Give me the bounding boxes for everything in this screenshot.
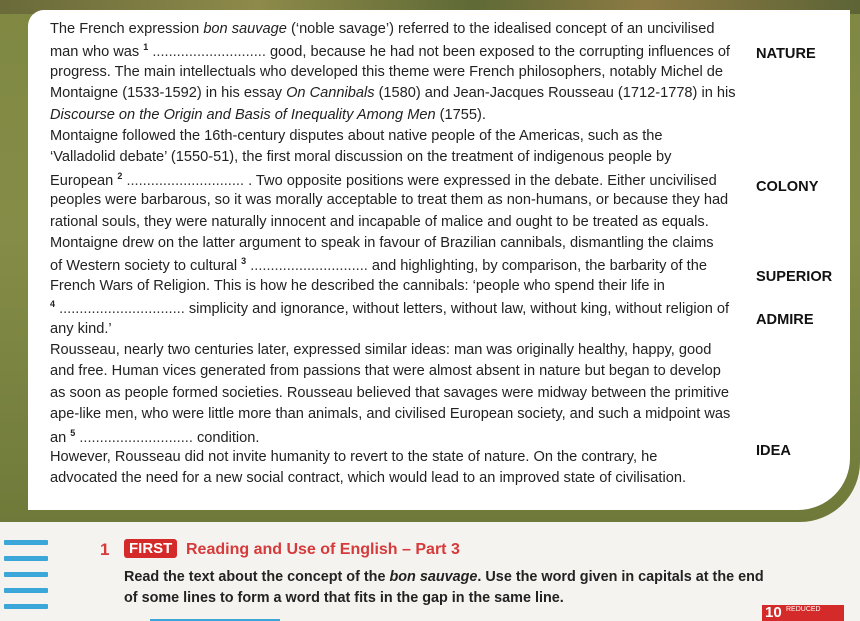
gap-number: 3 <box>241 256 247 267</box>
text-run: condition. <box>192 429 260 446</box>
passage-line <box>50 406 740 422</box>
passage-line <box>50 235 740 251</box>
exercise-section <box>0 522 860 621</box>
answer-gap[interactable]: ............................. <box>250 258 368 275</box>
keyword-admire: ADMIRE <box>756 312 814 328</box>
keyword-idea: IDEA <box>756 443 791 459</box>
text-run: man who was <box>50 44 144 61</box>
text-run: Montaigne (1533-1592) in his essay <box>50 85 287 102</box>
passage-line <box>50 385 740 401</box>
text-run: Montaigne drew on the latter argument to speak in favour of Brazilian cannibals, dismantling the claims <box>50 235 714 251</box>
gap-number: 2 <box>117 170 123 181</box>
page-number: 10 <box>765 604 782 621</box>
italic-title: bon sauvage <box>203 21 287 37</box>
text-run: good, because he had not been exposed to the corrupting influences of <box>265 44 730 61</box>
text-run: an <box>50 429 71 446</box>
text-run: European <box>50 172 118 189</box>
passage-line <box>50 363 740 379</box>
gap-number: 1 <box>143 42 149 53</box>
page-footer-badge <box>762 605 844 621</box>
italic-title: Discourse on the Origin and Basis of Inequality Among Men <box>50 106 436 123</box>
passage-line <box>50 256 740 274</box>
answer-gap[interactable]: ............................. <box>126 172 245 189</box>
keyword-colony: COLONY <box>756 179 819 195</box>
gap-number: 4 <box>50 299 56 310</box>
text-run: advocated the need for a new social contract, which would lead to an improved state of civilisation. <box>50 470 686 487</box>
passage-line <box>50 64 740 80</box>
reading-passage-card <box>28 10 850 510</box>
gap-number: 5 <box>70 427 76 438</box>
publisher-label: REDUCED <box>786 606 821 613</box>
passage-line <box>50 321 740 337</box>
text-run: . Two opposite positions were expressed in the debate. Either uncivilised <box>244 172 717 189</box>
passage-line <box>50 278 740 294</box>
text-run: The French expression <box>50 21 204 37</box>
passage-line <box>50 21 740 37</box>
text-run: (1580) and Jean-Jacques Rousseau (1712-1778) in his <box>374 85 736 102</box>
text-run: of Western society to cultural <box>50 258 242 275</box>
margin-lines-icon <box>4 540 48 620</box>
italic-title: On Cannibals <box>286 85 375 102</box>
instruction-line-2: of some lines to form a word that fits in the gap in the same line. <box>124 590 564 606</box>
keyword-superior: SUPERIOR <box>756 269 833 285</box>
text-run: progress. The main intellectuals who developed this theme were French philosophers, notably Michel de <box>50 63 724 80</box>
instruction-line-1: Read the text about the concept of the bon sauvage. Use the word given in capitals at the end <box>124 569 764 585</box>
text-run: However, Rousseau did not invite humanity to revert to the state of nature. On the contrary, he <box>50 449 658 465</box>
passage-line <box>50 428 740 446</box>
answer-gap[interactable]: ............................... <box>59 301 185 318</box>
passage-line <box>50 149 740 165</box>
text-run: ‘Valladolid debate’ (1550-51), the first moral discussion on the treatment of indigenous people by <box>50 149 672 166</box>
keyword-nature: NATURE <box>756 46 816 62</box>
passage-line <box>50 214 740 230</box>
first-exam-badge: FIRST <box>124 539 177 558</box>
text-run: any kind.’ <box>50 320 112 337</box>
answer-gap[interactable]: ............................ <box>79 429 193 446</box>
text-run: Rousseau, nearly two centuries later, expressed similar ideas: man was originally healthy, happy, good <box>50 342 712 358</box>
text-run: French Wars of Religion. This is how he described the cannibals: ‘people who spend their life in <box>50 277 665 294</box>
text-run: simplicity and ignorance, without letters, without law, without king, without religion of <box>184 301 730 318</box>
text-run: ape-like men, who were little more than animals, and civilised European society, and such a midpoint was <box>50 406 731 423</box>
passage-line <box>50 192 740 208</box>
passage-line <box>50 171 740 189</box>
passage-line <box>50 299 740 317</box>
exercise-number: 1 <box>100 540 110 559</box>
passage-line <box>50 107 740 123</box>
passage-line <box>50 42 740 60</box>
text-run: and highlighting, by comparison, the barbarity of the <box>367 258 707 275</box>
passage-line <box>50 449 740 465</box>
text-run: rational souls, they were naturally innocent and incapable of malice and ought to be treated as equals. <box>50 213 709 230</box>
text-run: (‘noble savage’) referred to the idealised concept of an uncivilised <box>286 21 715 37</box>
passage-line <box>50 470 740 486</box>
passage-line <box>50 85 740 101</box>
text-run: Montaigne followed the 16th-century disputes about native people of the Americas, such as the <box>50 128 663 144</box>
text-run: and free. Human vices generated from passions that were almost absent in nature but began to develop <box>50 363 721 380</box>
text-run: peoples were barbarous, so it was morally acceptable to treat them as non-humans, or because they had <box>50 192 729 209</box>
exercise-title: Reading and Use of English – Part 3 <box>186 541 460 558</box>
passage-line <box>50 128 740 144</box>
text-run: (1755). <box>435 106 486 123</box>
text-run: as soon as people formed societies. Rousseau believed that savages were midway between the primitive <box>50 384 729 401</box>
passage-line <box>50 342 740 358</box>
answer-gap[interactable]: ............................ <box>152 44 266 61</box>
